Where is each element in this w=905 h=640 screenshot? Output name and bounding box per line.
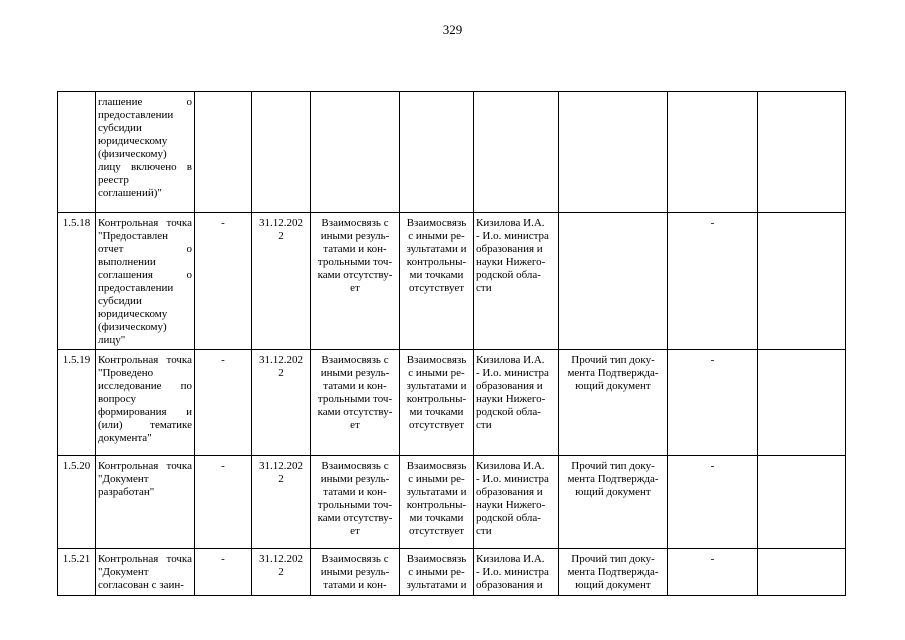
start-date: - [195,213,252,350]
empty-cell [758,549,846,596]
control-point-name: глашение о предоставлении субсидии юридическому (физическому) лицу включено в реестр соглашений)" [96,92,195,213]
information-system: - [668,549,758,596]
start-date: - [195,350,252,456]
end-date: 31.12.202 2 [252,549,311,596]
end-date: 31.12.202 2 [252,213,311,350]
document-type [559,213,668,350]
predecessor-link [311,92,400,213]
table-row [58,92,846,213]
control-point-name: Контрольная точка "Документ согласован с заин- [96,549,195,596]
document-type: Прочий тип доку- мента Подтвержда- ющий документ [559,456,668,549]
successor-link: Взаимосвязь с иными ре- зультатами и контрольны- ми точками отсутствует [400,456,474,549]
control-points-table [57,91,846,596]
information-system: - [668,213,758,350]
start-date: - [195,549,252,596]
control-point-name: Контрольная точка "Документ разработан" [96,456,195,549]
row-number: 1.5.21 [58,549,96,596]
row-number: 1.5.19 [58,350,96,456]
start-date: - [195,456,252,549]
empty-cell [758,350,846,456]
predecessor-link: Взаимосвязь с иными резуль- татами и кон- [311,549,400,596]
document-type: Прочий тип доку- мента Подтвержда- ющий документ [559,350,668,456]
successor-link: Взаимосвязь с иными ре- зультатами и [400,549,474,596]
predecessor-link: Взаимосвязь с иными резуль- татами и кон- трольными точ- ками отсутству- ет [311,213,400,350]
empty-cell [758,456,846,549]
responsible-person: Кизилова И.А. - И.о. министра образования и науки Нижего- родской обла- сти [474,456,559,549]
empty-cell [758,213,846,350]
responsible-person [474,92,559,213]
information-system: - [668,350,758,456]
document-type [559,92,668,213]
row-number [58,92,96,213]
page-number: 329 [442,22,463,37]
end-date: 31.12.202 2 [252,456,311,549]
table-row [58,549,846,596]
control-point-name: Контрольная точка "Проведено исследование по вопросу формирования и (или) тематике документа" [96,350,195,456]
responsible-person: Кизилова И.А. - И.о. министра образования и науки Нижего- родской обла- сти [474,213,559,350]
successor-link: Взаимосвязь с иными ре- зультатами и контрольны- ми точками отсутствует [400,350,474,456]
responsible-person: Кизилова И.А. - И.о. министра образования и науки Нижего- родской обла- сти [474,350,559,456]
document-type: Прочий тип доку- мента Подтвержда- ющий документ [559,549,668,596]
row-number: 1.5.20 [58,456,96,549]
start-date [195,92,252,213]
table-row [58,213,846,350]
predecessor-link: Взаимосвязь с иными резуль- татами и кон- трольными точ- ками отсутству- ет [311,456,400,549]
successor-link [400,92,474,213]
responsible-person: Кизилова И.А. - И.о. министра образования и [474,549,559,596]
end-date: 31.12.202 2 [252,350,311,456]
predecessor-link: Взаимосвязь с иными резуль- татами и кон- трольными точ- ками отсутству- ет [311,350,400,456]
table-row [58,350,846,456]
end-date [252,92,311,213]
row-number: 1.5.18 [58,213,96,350]
table-row [58,456,846,549]
empty-cell [758,92,846,213]
control-point-name: Контрольная точка "Предоставлен отчет о выполнении соглашения о предоставлении субсидии юридическому (физическому) лицу" [96,213,195,350]
successor-link: Взаимосвязь с иными ре- зультатами и контрольны- ми точками отсутствует [400,213,474,350]
information-system [668,92,758,213]
information-system: - [668,456,758,549]
